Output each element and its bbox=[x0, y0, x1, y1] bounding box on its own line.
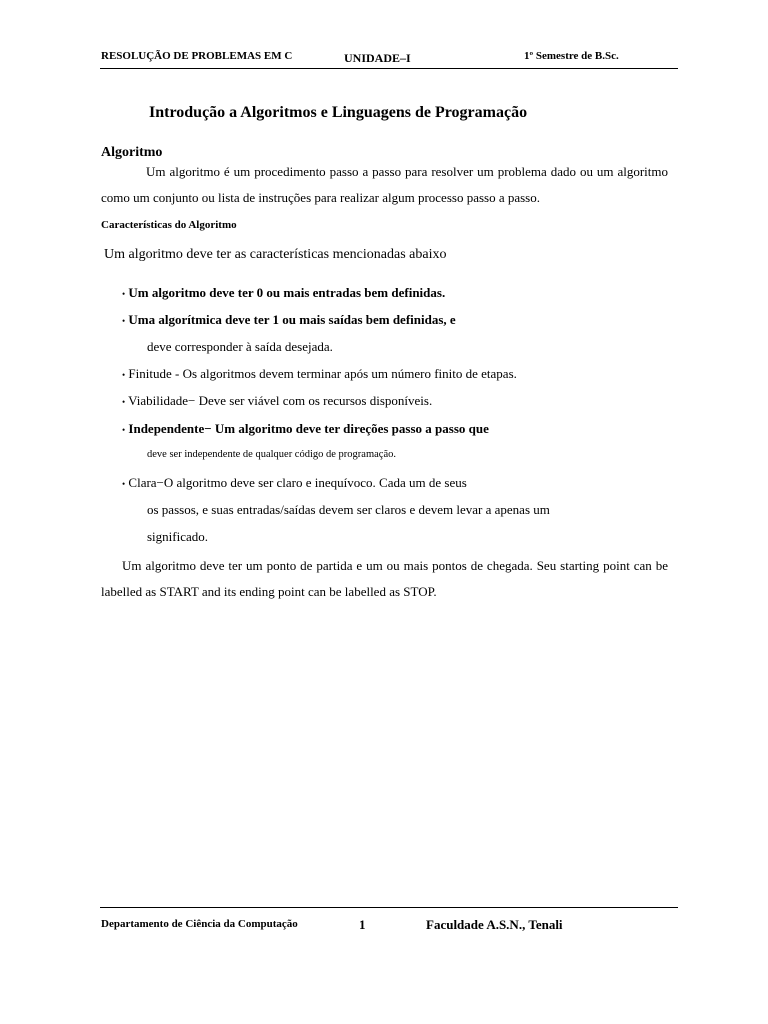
header-unit: UNIDADE–I bbox=[344, 51, 411, 65]
list-item-text: Finitude - Os algoritmos devem terminar após um número finito de etapas. bbox=[128, 366, 517, 381]
list-item bbox=[122, 285, 445, 301]
characteristics-intro: Um algoritmo deve ter as características mencionadas abaixo bbox=[104, 247, 447, 262]
list-item bbox=[122, 312, 456, 328]
bullet-icon: • bbox=[122, 289, 126, 299]
list-item-continuation: os passos, e suas entradas/saídas devem ser claros e devem levar a apenas um bbox=[147, 502, 550, 517]
bullet-icon: • bbox=[122, 425, 126, 435]
header-semester: 1º Semestre de B.Sc. bbox=[524, 50, 619, 62]
list-item-text: Independente− Um algoritmo deve ter direções passo a passo que bbox=[128, 421, 489, 436]
bullet-icon: • bbox=[122, 479, 126, 489]
footer-divider bbox=[100, 907, 678, 908]
section-heading-characteristics: Características do Algoritmo bbox=[101, 219, 237, 231]
closing-paragraph bbox=[101, 553, 668, 605]
list-item bbox=[122, 475, 467, 491]
page-number: 1 bbox=[359, 917, 366, 932]
list-item bbox=[122, 393, 432, 409]
header-divider bbox=[100, 68, 678, 69]
footer-institution: Faculdade A.S.N., Tenali bbox=[426, 917, 563, 932]
list-item-continuation: significado. bbox=[147, 529, 209, 544]
algorithm-definition-text: Um algoritmo é um procedimento passo a passo para resolver um problema dado ou um algoritmo como um conjunto ou lista de instruções para realizar algum processo passo a passo. bbox=[101, 164, 668, 205]
list-item-text: Uma algorítmica deve ter 1 ou mais saídas bem definidas, e bbox=[128, 312, 456, 327]
list-item-text: Um algoritmo deve ter 0 ou mais entradas bem definidas. bbox=[128, 285, 446, 300]
algorithm-definition-paragraph bbox=[101, 159, 668, 211]
list-item-continuation: deve ser independente de qualquer código de programação. bbox=[147, 449, 396, 460]
header-course-title: RESOLUÇÃO DE PROBLEMAS EM C bbox=[101, 50, 293, 62]
list-item-continuation: deve corresponder à saída desejada. bbox=[147, 339, 333, 354]
bullet-icon: • bbox=[122, 316, 126, 326]
page-title: Introdução a Algoritmos e Linguagens de Programação bbox=[149, 104, 528, 121]
list-item bbox=[122, 366, 517, 382]
list-item-text: Viabilidade− Deve ser viável com os recursos disponíveis. bbox=[128, 393, 433, 408]
section-heading-algorithm: Algoritmo bbox=[101, 145, 163, 160]
list-item bbox=[122, 421, 489, 437]
bullet-icon: • bbox=[122, 370, 126, 380]
list-item-text: Clara−O algoritmo deve ser claro e inequívoco. Cada um de seus bbox=[128, 475, 467, 490]
bullet-icon: • bbox=[122, 397, 126, 407]
closing-paragraph-text: Um algoritmo deve ter um ponto de partida e um ou mais pontos de chegada. Seu starting point can be labelled as START and its ending point can be labelled as STOP. bbox=[101, 558, 668, 599]
footer-department: Departamento de Ciência da Computação bbox=[101, 918, 298, 930]
